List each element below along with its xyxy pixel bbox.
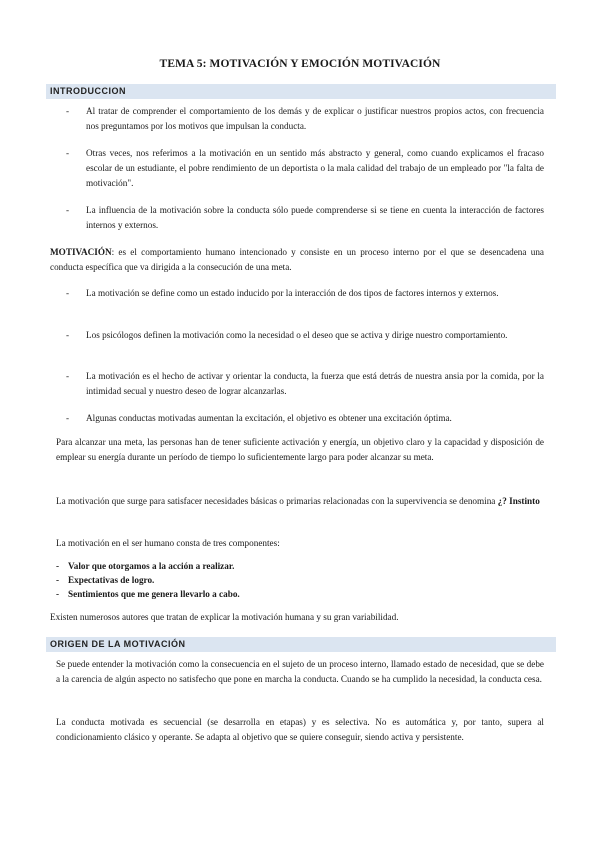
intro-bullet-1: Al tratar de comprender el comportamiento de los demás y de explicar o justificar nuestros propios actos, con frecuencia nos preguntamos por los motivos que impulsan la conducta. xyxy=(86,106,544,131)
bullet-dash: - xyxy=(66,148,70,158)
definition-bullet-1: La motivación se define como un estado inducido por la interacción de dos tipos de factores internos y externos. xyxy=(86,288,499,298)
bullet-dash: - xyxy=(66,288,70,298)
component-label-3: Sentimientos que me genera llevarlo a cabo. xyxy=(68,589,240,599)
intro-bullet-2: Otras veces, nos referimos a la motivación en un sentido más abstracto y general, como cuando explicamos el fracaso escolar de un estudiante, el pobre rendimiento de un deportista o la mala calidad del trabajo de un empleado por "la falta de motivación". xyxy=(86,148,544,188)
page-title: TEMA 5: MOTIVACIÓN Y EMOCIÓN MOTIVACIÓN xyxy=(159,58,441,70)
definition-text: : es el comportamiento humano intencionado y consiste en un proceso interno por el que se desencadena una conducta específica que va dirigida a la consecución de una meta. xyxy=(50,247,544,272)
bullet-dash: - xyxy=(66,106,70,116)
component-item-3: - Sentimientos que me genera llevarlo a cabo. xyxy=(56,589,240,599)
bullet-dash: - xyxy=(66,371,70,381)
motivacion-definition xyxy=(50,245,544,275)
definition-bullet-2: Los psicólogos definen la motivación como la necesidad o el deseo que se activa y dirige nuestro comportamiento. xyxy=(86,330,508,340)
definition-term: MOTIVACIÓN xyxy=(50,247,112,257)
intro-bullet-3: La influencia de la motivación sobre la conducta sólo puede comprenderse si se tiene en cuenta la interacción de factores internos y externos. xyxy=(86,205,544,230)
paragraph-meta: Para alcanzar una meta, las personas han de tener suficiente activación y energía, un objetivo claro y la capacidad y disposición de emplear su energía durante un período de tiempo lo suficientemente largo para poder alcanzar su meta. xyxy=(56,437,544,462)
bullet-dash: - xyxy=(66,330,70,340)
component-label-2: Expectativas de logro. xyxy=(68,575,155,585)
section-heading-origen: ORIGEN DE LA MOTIVACIÓN xyxy=(46,637,556,652)
section-heading-introduccion: INTRODUCCION xyxy=(46,84,556,99)
paragraph-instinto-text: La motivación que surge para satisfacer necesidades básicas o primarias relacionadas con la supervivencia se denomina xyxy=(56,496,496,506)
paragraph-instinto xyxy=(56,494,544,509)
definition-bullet-3: La motivación es el hecho de activar y orientar la conducta, la fuerza que está detrás de nuestra ansia por la comida, por la intimidad secual y nuestro deseo de lograr alcanzarlas. xyxy=(86,371,544,396)
definition-bullet-4: Algunas conductas motivadas aumentan la excitación, el objetivo es obtener una excitación óptima. xyxy=(86,413,452,423)
bullet-dash: - xyxy=(66,205,70,215)
component-item-2: - Expectativas de logro. xyxy=(56,575,155,585)
paragraph-autores: Existen numerosos autores que tratan de explicar la motivación humana y su gran variabilidad. xyxy=(50,612,399,622)
paragraph-componentes: La motivación en el ser humano consta de tres componentes: xyxy=(56,538,280,548)
component-label-1: Valor que otorgamos a la acción a realizar. xyxy=(68,561,235,571)
origen-paragraph-1: Se puede entender la motivación como la consecuencia en el sujeto de un proceso interno, llamado estado de necesidad, que se debe a la carencia de algún aspecto no satisfecho que pone en marcha la conducta. Cuando se ha cumplido la necesidad, la conducta cesa. xyxy=(56,659,544,684)
component-item-1: - Valor que otorgamos a la acción a realizar. xyxy=(56,561,235,571)
origen-paragraph-2: La conducta motivada es secuencial (se desarrolla en etapas) y es selectiva. No es automática y, por tanto, supera al condicionamiento clásico y operante. Se adapta al objetivo que se quiere conseguir, siendo activa y persistente. xyxy=(56,717,544,742)
bullet-dash: - xyxy=(66,413,70,423)
instinto-answer: ¿? Instinto xyxy=(497,496,540,506)
